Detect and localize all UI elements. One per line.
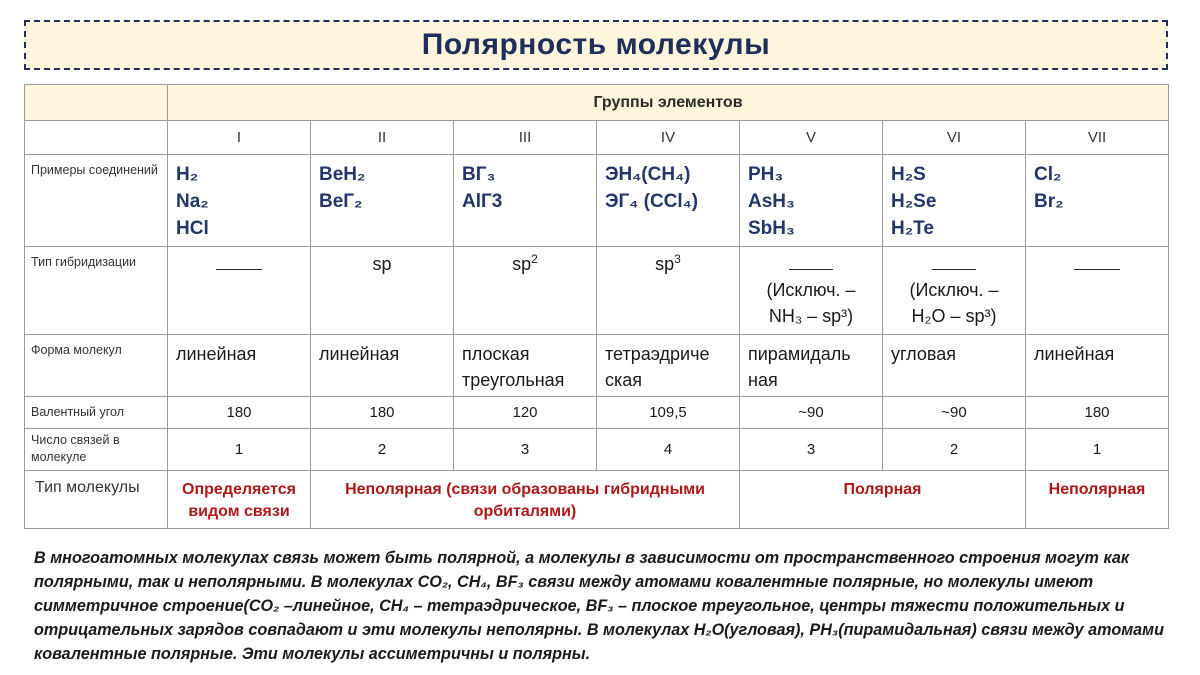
formula: ЭH₄(CH₄) [605,164,691,185]
group-header: VI [883,121,1026,155]
bonds-cell: 2 [883,429,1026,471]
examples-cell [168,155,311,247]
hybridization-cell: $sp^3$ [597,247,740,335]
bonds-cell: 3 [454,429,597,471]
formula: BГ₃ [462,164,496,185]
row-label: Форма молекул [25,335,168,397]
examples-row [25,155,1169,247]
blank-line [932,257,976,270]
examples-cell [311,155,454,247]
group-header: I [168,121,311,155]
hybridization-value: sp [655,254,675,274]
explanation-note: В многоатомных молекулах связь может быть полярной, а молекулы в зависимости от пространственного строения могут как полярными, так и неполярными. В молекулах CO₂, CH₄, BF₃ связи между атомами ковалентные полярные, но молекулы имеют симметричное строение(CO₂ –линейное, CH₄ – тетраэдрическое, BF₃ – плоское треугольное, центры тяжести положительных и отрицательных зарядов совпадают и эти молекулы неполярны. В молекулах H₂O(угловая), PH₃(пирамидальная) связи между атомами ковалентные полярные. Эти молекулы ассиметричны и полярны. [34,549,1165,663]
formula: Cl₂ [1034,164,1062,185]
row-label: Тип гибридизации [25,247,168,335]
hybridization-cell: $sp^2$ [454,247,597,335]
bonds-cell: 1 [1026,429,1169,471]
exception-formula: H₂O – sp³) [911,306,997,326]
hybridization-cell [311,247,454,335]
bonds-cell: 4 [597,429,740,471]
page-title: Полярность молекулы [421,28,771,61]
group-header: III [454,121,597,155]
angle-cell: ~90 [740,397,883,429]
formula: Br₂ [1034,191,1064,212]
hybridization-value: sp [372,254,392,274]
formula: SbH₃ [748,218,795,239]
angle-cell: ~90 [883,397,1026,429]
corner-cell [25,85,168,121]
group-header: II [311,121,454,155]
shape-cell: линейная [311,335,454,397]
hybridization-cell [1026,247,1169,335]
hybridization-row [25,247,1169,335]
hybridization-value: sp [512,254,532,274]
formula: ЭГ₄ (CCl₄) [605,191,699,212]
blank-line [1074,255,1120,270]
formula: Na₂ [176,191,209,212]
formula: H₂Te [891,218,934,239]
type-cell: Определяется видом связи [168,471,311,529]
shape-cell: тетраэдриче ская [597,335,740,397]
angle-cell: 180 [1026,397,1169,429]
formula: PH₃ [748,164,784,185]
shape-cell: линейная [168,335,311,397]
roman-row [25,121,1169,155]
examples-cell [597,155,740,247]
shape-cell: плоская треугольная [454,335,597,397]
bonds-cell: 3 [740,429,883,471]
formula: H₂S [891,164,926,185]
exception-prefix: (Исключ. – [909,280,999,300]
bonds-cell: 1 [168,429,311,471]
bonds-row [25,429,1169,471]
exception-prefix: (Исключ. – [766,280,856,300]
row-label: Примеры соединений [25,155,168,247]
formula: AsH₃ [748,191,795,212]
angle-cell: 180 [311,397,454,429]
shape-cell: линейная [1026,335,1169,397]
row-label: Валентный угол [25,397,168,429]
blank-line [216,255,262,270]
title-banner [24,20,1168,70]
group-header: VII [1026,121,1169,155]
blank-line [789,257,833,270]
row-label: Число связей в молекуле [25,429,168,471]
angle-cell: 109,5 [597,397,740,429]
formula: BeH₂ [319,164,366,185]
type-row [25,471,1169,529]
examples-cell [883,155,1026,247]
type-cell: Неполярная [1026,471,1169,529]
blank-cell [25,121,168,155]
type-cell: Неполярная (связи образованы гибридными орбиталями) [311,471,740,529]
angle-cell: 180 [168,397,311,429]
angle-row [25,397,1169,429]
chemistry-table [24,84,1169,529]
angle-cell: 120 [454,397,597,429]
header-row [25,85,1169,121]
formula: AlГ3 [462,191,503,212]
formula: BeГ₂ [319,191,363,212]
hybridization-cell [168,247,311,335]
group-header: IV [597,121,740,155]
bonds-cell: 2 [311,429,454,471]
shape-row [25,335,1169,397]
formula: HCl [176,218,209,239]
hybridization-cell [883,247,1026,335]
formula: H₂ [176,164,199,185]
shape-cell: угловая [883,335,1026,397]
exception-formula: NH₃ – sp³) [768,306,854,326]
examples-cell [454,155,597,247]
formula: H₂Se [891,191,937,212]
groups-title: Группы элементов [168,85,1169,121]
row-label: Тип молекулы [25,471,168,529]
examples-cell [740,155,883,247]
hybridization-cell [740,247,883,335]
examples-cell [1026,155,1169,247]
shape-cell: пирамидаль ная [740,335,883,397]
group-header: V [740,121,883,155]
type-cell: Полярная [740,471,1026,529]
